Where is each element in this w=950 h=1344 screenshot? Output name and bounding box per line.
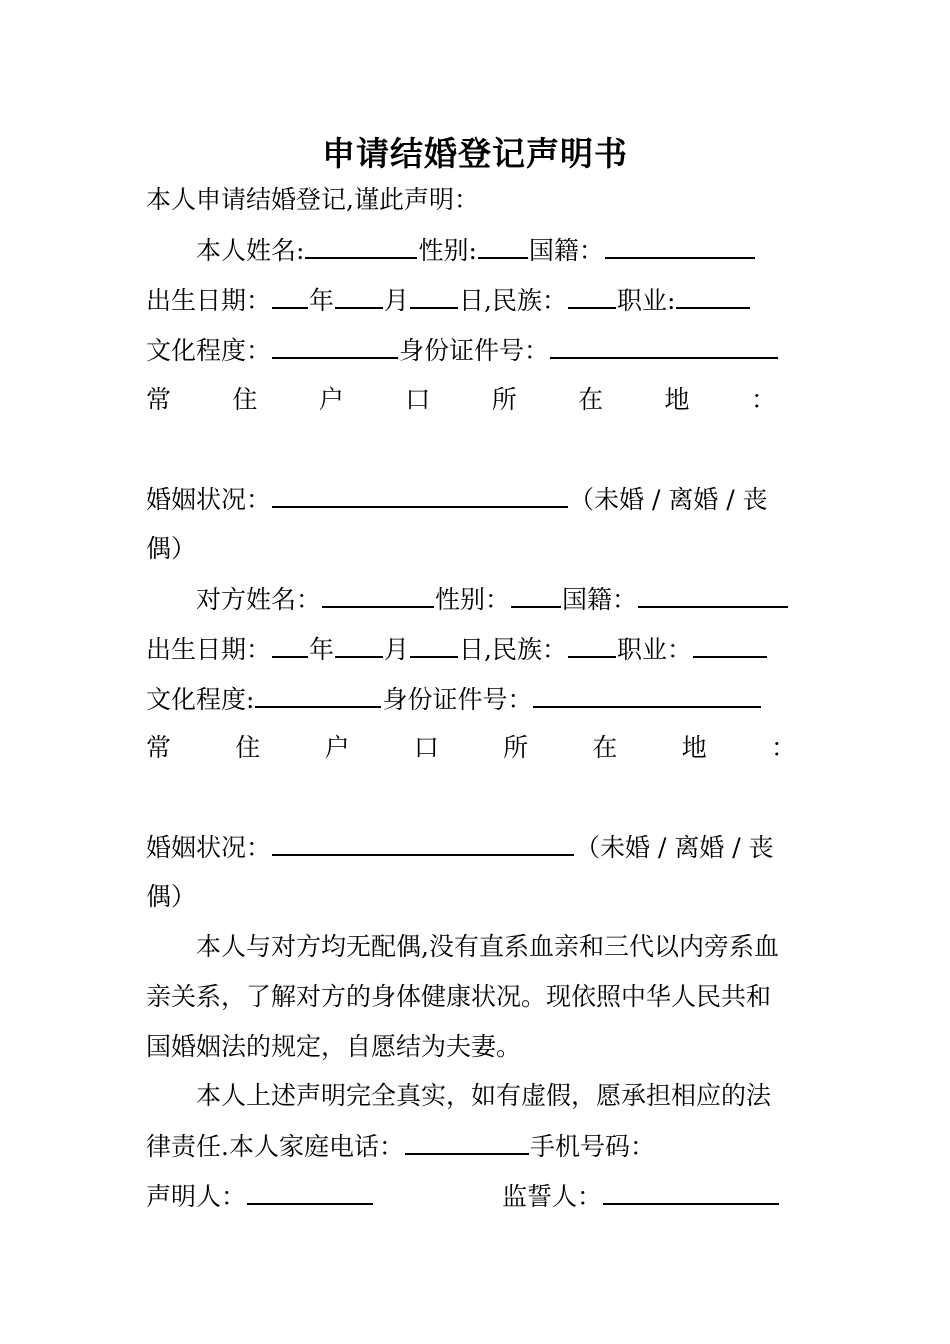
other-residence-char: 住 (235, 733, 261, 762)
self-marital-options-tail: 偶） (146, 534, 197, 563)
self-month-label: 月 (384, 286, 410, 315)
home-phone-label: 律责任.本人家庭电话： (146, 1132, 404, 1161)
other-birth-day-field[interactable] (410, 632, 458, 658)
self-residence-row (146, 383, 776, 417)
home-phone-field[interactable] (405, 1129, 529, 1155)
self-residence-char: 在 (578, 385, 604, 414)
supervisor-field[interactable] (603, 1179, 779, 1205)
other-birth-year-field[interactable] (272, 632, 308, 658)
self-birth-label: 出生日期： (146, 286, 272, 315)
self-marital-label: 婚姻状况： (146, 485, 272, 514)
other-residence-char: 在 (592, 733, 618, 762)
other-marital-label: 婚姻状况： (146, 833, 272, 862)
intro-line: 本人申请结婚登记,谨此声明： (146, 185, 479, 214)
other-year-label: 年 (309, 635, 335, 664)
other-ethnic-field[interactable] (568, 632, 616, 658)
other-edu-field[interactable] (255, 682, 381, 708)
self-residence-char: 口 (405, 385, 431, 414)
other-birth-label: 出生日期： (146, 635, 272, 664)
self-gender-label: 性别: (418, 236, 477, 265)
self-residence-char: 户 (318, 385, 344, 414)
self-edu-label: 文化程度： (146, 336, 272, 365)
self-residence-char: ： (750, 385, 776, 414)
self-job-label: 职业: (617, 286, 676, 315)
declarant-row (146, 1179, 374, 1213)
self-residence-char: 常 (146, 385, 172, 414)
self-marital-row (146, 482, 768, 516)
other-gender-label: 性别： (435, 585, 511, 614)
other-marital-row (146, 830, 774, 864)
other-id-field[interactable] (533, 682, 761, 708)
other-month-label: 月 (384, 635, 410, 664)
other-nationality-field[interactable] (638, 582, 788, 608)
mobile-label: 手机号码： (529, 1132, 655, 1161)
statement-line-1: 本人与对方均无配偶,没有直系血亲和三代以内旁系血 (196, 932, 779, 961)
other-marital-options-tail: 偶） (146, 882, 197, 911)
other-residence-char: 户 (324, 733, 350, 762)
truth-line-2 (146, 1129, 655, 1163)
declarant-label: 声明人： (146, 1182, 247, 1211)
truth-line-1: 本人上述声明完全真实，如有虚假，愿承担相应的法 (196, 1081, 772, 1110)
self-birth-month-field[interactable] (335, 283, 383, 309)
self-year-label: 年 (309, 286, 335, 315)
other-residence-char: 所 (503, 733, 529, 762)
other-day-ethnic-label: 日,民族： (459, 635, 567, 664)
self-name-label: 本人姓名: (196, 236, 305, 265)
self-residence-char: 地 (664, 385, 690, 414)
other-residence-row (146, 731, 796, 765)
other-edu-row (146, 682, 762, 716)
other-birth-month-field[interactable] (335, 632, 383, 658)
self-birth-row (146, 283, 751, 317)
self-birth-day-field[interactable] (410, 283, 458, 309)
self-birth-year-field[interactable] (272, 283, 308, 309)
other-job-field[interactable] (693, 632, 767, 658)
document-title: 申请结婚登记声明书 (322, 134, 628, 173)
other-name-field[interactable] (322, 582, 434, 608)
self-name-row (196, 233, 756, 267)
other-residence-char: 口 (413, 733, 439, 762)
self-marital-field[interactable] (272, 482, 568, 508)
other-birth-row (146, 632, 768, 666)
other-job-label: 职业： (617, 635, 693, 664)
self-nationality-field[interactable] (605, 233, 755, 259)
self-gender-field[interactable] (478, 233, 528, 259)
other-residence-char: ： (770, 733, 796, 762)
declarant-field[interactable] (247, 1179, 373, 1205)
self-edu-field[interactable] (272, 333, 398, 359)
self-id-field[interactable] (550, 333, 778, 359)
other-edu-label: 文化程度: (146, 685, 255, 714)
self-residence-char: 住 (232, 385, 258, 414)
other-name-row (196, 582, 789, 616)
statement-line-3: 国婚姻法的规定，自愿结为夫妻。 (146, 1032, 522, 1061)
self-id-label: 身份证件号： (399, 336, 550, 365)
supervisor-label: 监誓人： (502, 1182, 603, 1211)
self-marital-options: （未婚 / 离婚 / 丧 (569, 485, 768, 514)
other-marital-field[interactable] (272, 830, 574, 856)
other-id-label: 身份证件号： (382, 685, 533, 714)
other-name-label: 对方姓名： (196, 585, 322, 614)
other-gender-field[interactable] (511, 582, 561, 608)
other-residence-char: 常 (146, 733, 172, 762)
self-residence-char: 所 (491, 385, 517, 414)
other-nationality-label: 国籍： (562, 585, 638, 614)
self-name-field[interactable] (305, 233, 417, 259)
statement-line-2: 亲关系，了解对方的身体健康状况。现依照中华人民共和 (146, 982, 772, 1011)
self-nationality-label: 国籍： (528, 236, 604, 265)
other-residence-char: 地 (681, 733, 707, 762)
self-day-ethnic-label: 日,民族： (459, 286, 567, 315)
self-ethnic-field[interactable] (568, 283, 616, 309)
other-marital-options: （未婚 / 离婚 / 丧 (575, 833, 774, 862)
self-job-field[interactable] (676, 283, 750, 309)
supervisor-row (502, 1179, 780, 1213)
self-edu-row (146, 333, 779, 367)
